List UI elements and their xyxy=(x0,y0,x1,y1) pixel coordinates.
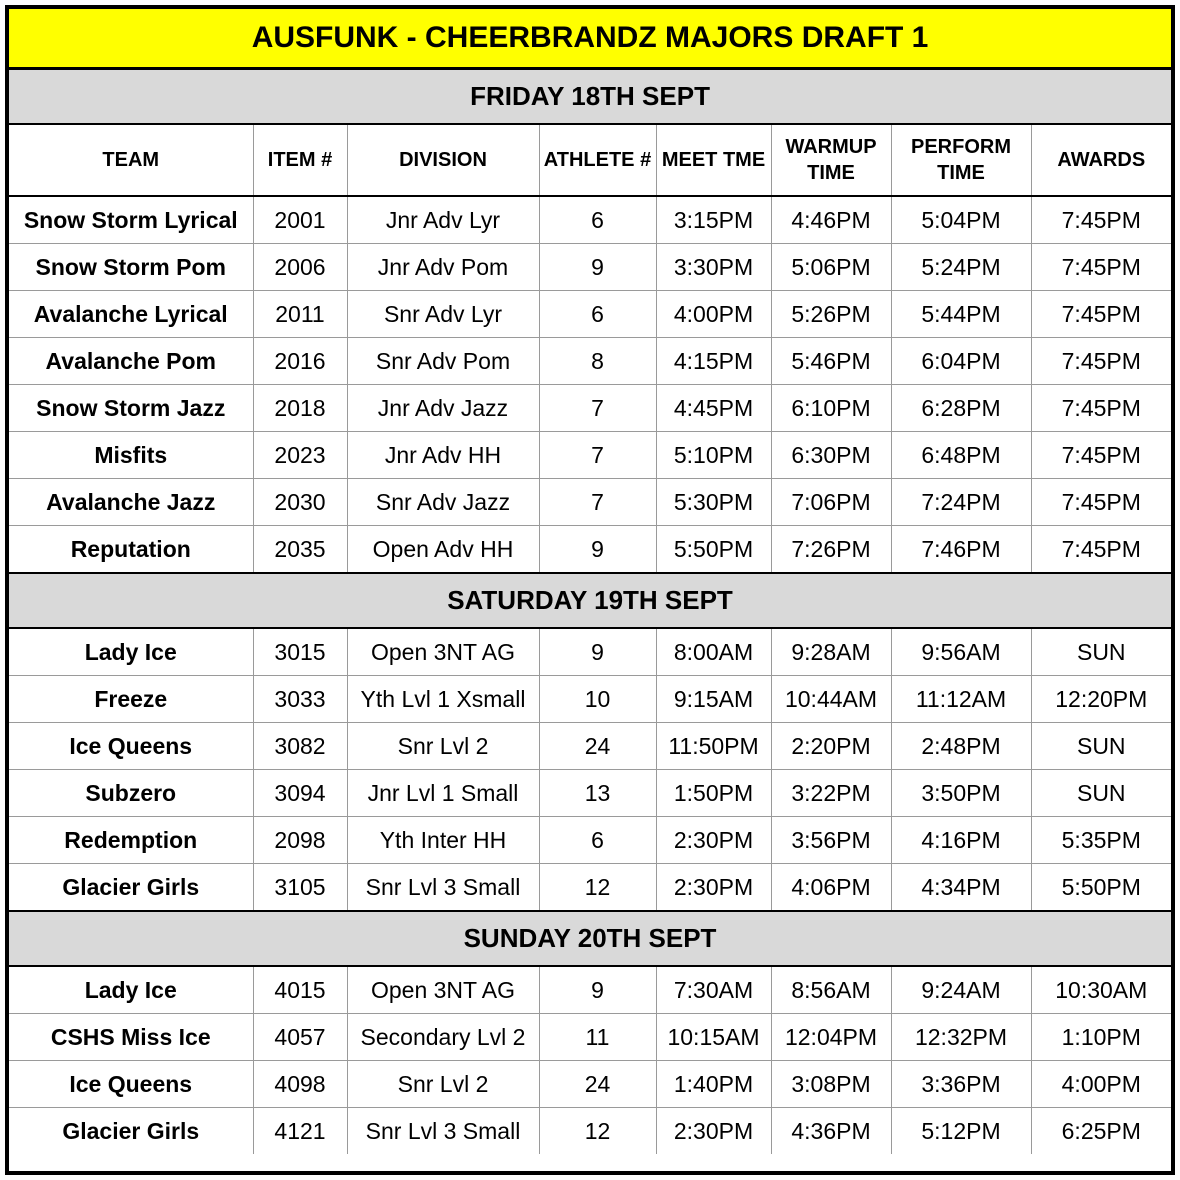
schedule-sheet xyxy=(5,5,1175,1175)
table-cell: Snr Adv Pom xyxy=(347,338,539,385)
sheet-title: AUSFUNK - CHEERBRANDZ MAJORS DRAFT 1 xyxy=(9,9,1171,69)
table-cell: 5:46PM xyxy=(771,338,891,385)
day-header-row xyxy=(9,573,1171,628)
table-cell: 10:30AM xyxy=(1031,966,1171,1014)
table-row xyxy=(9,817,1171,864)
table-cell: 5:50PM xyxy=(1031,864,1171,912)
table-cell: 6:25PM xyxy=(1031,1108,1171,1155)
table-cell: 6 xyxy=(539,196,656,244)
table-cell: 7 xyxy=(539,385,656,432)
table-cell: 9 xyxy=(539,526,656,574)
team-name-cell: Redemption xyxy=(9,817,253,864)
column-header: TEAM xyxy=(9,124,253,196)
table-cell: 2023 xyxy=(253,432,347,479)
team-name-cell: Ice Queens xyxy=(9,723,253,770)
table-cell: 4:15PM xyxy=(656,338,771,385)
table-cell: Snr Lvl 3 Small xyxy=(347,1108,539,1155)
table-row xyxy=(9,244,1171,291)
table-cell: Open 3NT AG xyxy=(347,628,539,676)
table-cell: Snr Lvl 3 Small xyxy=(347,864,539,912)
table-row xyxy=(9,770,1171,817)
table-cell: 12:32PM xyxy=(891,1014,1031,1061)
table-cell: Snr Lvl 2 xyxy=(347,723,539,770)
table-cell: 7:30AM xyxy=(656,966,771,1014)
table-cell: Yth Inter HH xyxy=(347,817,539,864)
table-cell: 4:16PM xyxy=(891,817,1031,864)
title-row xyxy=(9,9,1171,69)
table-cell: 7 xyxy=(539,479,656,526)
table-cell: 7:45PM xyxy=(1031,291,1171,338)
column-header: ITEM # xyxy=(253,124,347,196)
team-name-cell: Avalanche Lyrical xyxy=(9,291,253,338)
table-row xyxy=(9,432,1171,479)
table-cell: 12:20PM xyxy=(1031,676,1171,723)
team-name-cell: CSHS Miss Ice xyxy=(9,1014,253,1061)
table-cell: 3015 xyxy=(253,628,347,676)
table-cell: 10:44AM xyxy=(771,676,891,723)
table-cell: 6 xyxy=(539,817,656,864)
team-name-cell: Avalanche Pom xyxy=(9,338,253,385)
table-cell: 2006 xyxy=(253,244,347,291)
team-name-cell: Ice Queens xyxy=(9,1061,253,1108)
table-cell: 7:24PM xyxy=(891,479,1031,526)
table-cell: 12 xyxy=(539,1108,656,1155)
table-cell: 7:06PM xyxy=(771,479,891,526)
column-header: PERFORM TIME xyxy=(891,124,1031,196)
table-cell: Snr Lvl 2 xyxy=(347,1061,539,1108)
day-header-row xyxy=(9,69,1171,125)
table-cell: Open Adv HH xyxy=(347,526,539,574)
table-cell: 6:10PM xyxy=(771,385,891,432)
table-cell: 7:45PM xyxy=(1031,196,1171,244)
table-cell: 6 xyxy=(539,291,656,338)
table-cell: 2:30PM xyxy=(656,864,771,912)
table-cell: 1:50PM xyxy=(656,770,771,817)
table-cell: 3:50PM xyxy=(891,770,1031,817)
table-cell: SUN xyxy=(1031,628,1171,676)
table-cell: 7:45PM xyxy=(1031,385,1171,432)
table-cell: Open 3NT AG xyxy=(347,966,539,1014)
table-row xyxy=(9,628,1171,676)
table-row xyxy=(9,723,1171,770)
table-cell: 9 xyxy=(539,244,656,291)
table-cell: 11:50PM xyxy=(656,723,771,770)
table-row xyxy=(9,864,1171,912)
column-header: DIVISION xyxy=(347,124,539,196)
table-cell: Jnr Adv Jazz xyxy=(347,385,539,432)
table-cell: 5:24PM xyxy=(891,244,1031,291)
table-row xyxy=(9,338,1171,385)
table-cell: 12 xyxy=(539,864,656,912)
table-row xyxy=(9,1014,1171,1061)
table-row xyxy=(9,196,1171,244)
table-cell: 3033 xyxy=(253,676,347,723)
table-cell: 2016 xyxy=(253,338,347,385)
table-cell: 4:06PM xyxy=(771,864,891,912)
table-cell: 4015 xyxy=(253,966,347,1014)
table-cell: 6:30PM xyxy=(771,432,891,479)
table-cell: Yth Lvl 1 Xsmall xyxy=(347,676,539,723)
table-cell: Snr Adv Lyr xyxy=(347,291,539,338)
table-cell: Jnr Lvl 1 Small xyxy=(347,770,539,817)
table-cell: 2:48PM xyxy=(891,723,1031,770)
table-cell: 5:35PM xyxy=(1031,817,1171,864)
day-label: SATURDAY 19TH SEPT xyxy=(9,573,1171,628)
table-cell: 3105 xyxy=(253,864,347,912)
table-cell: 10:15AM xyxy=(656,1014,771,1061)
table-cell: Jnr Adv Pom xyxy=(347,244,539,291)
table-cell: 9:15AM xyxy=(656,676,771,723)
column-header: ATHLETE # xyxy=(539,124,656,196)
table-cell: 5:30PM xyxy=(656,479,771,526)
table-row xyxy=(9,1061,1171,1108)
table-row xyxy=(9,526,1171,574)
table-cell: 2011 xyxy=(253,291,347,338)
table-cell: 5:50PM xyxy=(656,526,771,574)
day-header-row xyxy=(9,911,1171,966)
table-cell: 4:36PM xyxy=(771,1108,891,1155)
table-cell: 6:04PM xyxy=(891,338,1031,385)
table-cell: Secondary Lvl 2 xyxy=(347,1014,539,1061)
team-name-cell: Lady Ice xyxy=(9,966,253,1014)
table-cell: 3082 xyxy=(253,723,347,770)
team-name-cell: Snow Storm Lyrical xyxy=(9,196,253,244)
table-cell: 2035 xyxy=(253,526,347,574)
table-cell: 2001 xyxy=(253,196,347,244)
table-cell: 2:30PM xyxy=(656,817,771,864)
table-cell: SUN xyxy=(1031,723,1171,770)
table-cell: 24 xyxy=(539,1061,656,1108)
table-cell: 6:48PM xyxy=(891,432,1031,479)
table-row xyxy=(9,966,1171,1014)
table-cell: 4:45PM xyxy=(656,385,771,432)
table-cell: Snr Adv Jazz xyxy=(347,479,539,526)
table-cell: 2:20PM xyxy=(771,723,891,770)
table-cell: 5:04PM xyxy=(891,196,1031,244)
day-label: FRIDAY 18TH SEPT xyxy=(9,69,1171,125)
table-cell: 12:04PM xyxy=(771,1014,891,1061)
table-cell: 13 xyxy=(539,770,656,817)
table-cell: 9 xyxy=(539,628,656,676)
schedule-table xyxy=(9,9,1171,1154)
table-cell: 5:12PM xyxy=(891,1108,1031,1155)
table-cell: 3:56PM xyxy=(771,817,891,864)
table-cell: 5:10PM xyxy=(656,432,771,479)
day-label: SUNDAY 20TH SEPT xyxy=(9,911,1171,966)
column-header-row xyxy=(9,124,1171,196)
table-cell: 3:15PM xyxy=(656,196,771,244)
table-cell: 3094 xyxy=(253,770,347,817)
table-cell: 4098 xyxy=(253,1061,347,1108)
table-cell: 4057 xyxy=(253,1014,347,1061)
column-header: WARMUP TIME xyxy=(771,124,891,196)
table-cell: 4:00PM xyxy=(1031,1061,1171,1108)
table-cell: 7:26PM xyxy=(771,526,891,574)
table-cell: 2018 xyxy=(253,385,347,432)
table-cell: 3:22PM xyxy=(771,770,891,817)
table-cell: 11:12AM xyxy=(891,676,1031,723)
table-cell: 8:56AM xyxy=(771,966,891,1014)
table-cell: 4:00PM xyxy=(656,291,771,338)
table-row xyxy=(9,291,1171,338)
table-cell: 9:28AM xyxy=(771,628,891,676)
table-cell: 8 xyxy=(539,338,656,385)
table-cell: 1:40PM xyxy=(656,1061,771,1108)
table-row xyxy=(9,385,1171,432)
table-cell: 5:26PM xyxy=(771,291,891,338)
table-cell: 1:10PM xyxy=(1031,1014,1171,1061)
table-cell: 7 xyxy=(539,432,656,479)
team-name-cell: Glacier Girls xyxy=(9,864,253,912)
table-cell: SUN xyxy=(1031,770,1171,817)
table-cell: 2030 xyxy=(253,479,347,526)
table-cell: 6:28PM xyxy=(891,385,1031,432)
table-cell: 3:08PM xyxy=(771,1061,891,1108)
table-cell: 24 xyxy=(539,723,656,770)
table-cell: 2098 xyxy=(253,817,347,864)
table-row xyxy=(9,676,1171,723)
column-header: AWARDS xyxy=(1031,124,1171,196)
table-cell: 5:06PM xyxy=(771,244,891,291)
table-row xyxy=(9,479,1171,526)
table-cell: 8:00AM xyxy=(656,628,771,676)
table-cell: 7:45PM xyxy=(1031,479,1171,526)
table-cell: 9:56AM xyxy=(891,628,1031,676)
table-cell: 3:30PM xyxy=(656,244,771,291)
table-cell: 7:46PM xyxy=(891,526,1031,574)
table-cell: 9:24AM xyxy=(891,966,1031,1014)
table-cell: 7:45PM xyxy=(1031,244,1171,291)
table-cell: 4121 xyxy=(253,1108,347,1155)
table-cell: 5:44PM xyxy=(891,291,1031,338)
team-name-cell: Reputation xyxy=(9,526,253,574)
team-name-cell: Lady Ice xyxy=(9,628,253,676)
table-row xyxy=(9,1108,1171,1155)
table-cell: Jnr Adv HH xyxy=(347,432,539,479)
team-name-cell: Misfits xyxy=(9,432,253,479)
table-cell: 9 xyxy=(539,966,656,1014)
team-name-cell: Freeze xyxy=(9,676,253,723)
table-cell: 2:30PM xyxy=(656,1108,771,1155)
table-cell: 7:45PM xyxy=(1031,526,1171,574)
team-name-cell: Glacier Girls xyxy=(9,1108,253,1155)
team-name-cell: Avalanche Jazz xyxy=(9,479,253,526)
table-cell: 3:36PM xyxy=(891,1061,1031,1108)
table-cell: Jnr Adv Lyr xyxy=(347,196,539,244)
table-cell: 4:46PM xyxy=(771,196,891,244)
column-header: MEET TME xyxy=(656,124,771,196)
table-cell: 11 xyxy=(539,1014,656,1061)
table-cell: 4:34PM xyxy=(891,864,1031,912)
table-cell: 10 xyxy=(539,676,656,723)
team-name-cell: Snow Storm Jazz xyxy=(9,385,253,432)
team-name-cell: Snow Storm Pom xyxy=(9,244,253,291)
table-cell: 7:45PM xyxy=(1031,338,1171,385)
team-name-cell: Subzero xyxy=(9,770,253,817)
table-cell: 7:45PM xyxy=(1031,432,1171,479)
